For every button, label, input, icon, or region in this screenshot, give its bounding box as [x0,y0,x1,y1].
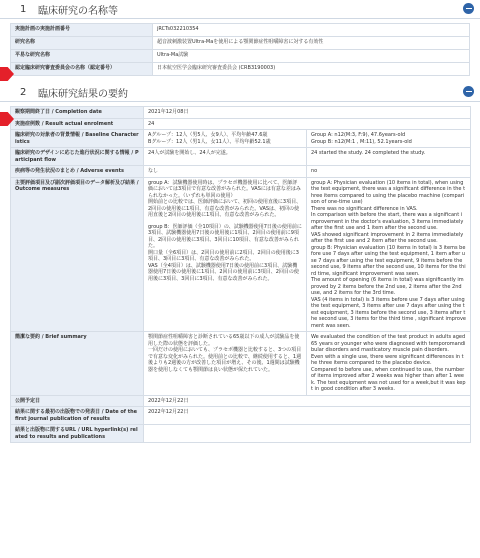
study-name-table [10,23,470,76]
adverse-events-ja: なし [144,166,307,178]
collapse-icon[interactable] [463,86,474,97]
baseline-label: 臨床研究の対象者の背景情報 / Baseline Characteristics [11,130,144,148]
brief-summary-label: 簡潔な要約 / Brief summary [11,332,144,396]
baseline-ja [144,130,307,148]
baseline-en-line: Group B: n12(M:1 , M:11), 52.1years-old [311,138,412,145]
brief-summary-en [307,332,471,396]
row-label: 研究名称 [11,37,153,50]
results-url-label: 結果と出版物に関するURL / URL hyperlink(s) related to results and publications [11,425,144,443]
outcome-ja-para: group A：試験機器使用時は、プラセボ機器使用に比べて、医師評価においては3項目で有意な改善がみられた。VASには有意な差はみられなかった。（いずれも単回の使用） [148,179,301,199]
outcome-en-para: In comparison with before the start, there was a significant improvement in the doctor's evaluation, 3 items immediately after the first use and 1 item after the second use. [311,212,464,231]
table-row [11,395,471,407]
summary-en-para: Even with a single use, there were significant differences in the three items compared to the placebo device. [311,353,464,366]
baseline-en [307,130,471,148]
publication-date-value: 2022年12月22日 [144,395,471,407]
outcome-en-para: group B: Physician evaluation (10 items in total) is 3 items before use 7 days after using the test equipment, 1 item after use 7 days after using the test equipment, 9 items before the second use, 9 items after the second use, 10 items for the third time, significant improvement was seen. [311,244,466,277]
outcome-en-para: The amount of opening (6 items in total) was significantly improved by 2 items before the 2nd use, 2 items after the 2nd use, and 2 items for the 3rd time. [311,277,464,296]
section-title: 臨床研究結果の要約 [38,88,128,100]
baseline-ja-line: Aグループ：12人（男5人、女9人）、平均年齢47.6歳 [148,132,268,138]
table-row [11,177,471,332]
table-row [11,407,471,425]
participant-flow-ja: 24人が試験を開始し、24人が完遂。 [144,148,307,166]
row-label: 平易な研究名称 [11,50,153,63]
outcome-en-para: VAS (4 items in total) is 3 items before use 7 days after using the test equipment, 3 items after use 7 days after using the test equipment, 3 items before the second use, 3 items after the second use, 3 items for the third time , significant improvement was seen. [311,296,466,329]
enrolment-label: 実施症例数 / Result actual enrolment [11,118,144,130]
section-header [0,83,480,102]
row-value: 日本航空医学会臨床研究審査委員会 (CRB3190003) [153,63,470,76]
section-study-name [0,0,480,76]
outcome-ja-para: group B：医師評価（全10項目）の、試験機器使用7日後の使用前に3項目、試験機器使用7日後の使用後に1項目、2回目の使用前に9項目、2回目の使用後に3項目、3回目に10項目、有意な改善がみられた。 [148,223,302,249]
table-row [11,148,471,166]
table-row [11,107,471,119]
table-row [11,332,471,396]
outcome-en-para: There was no significant difference in VAS. [311,205,418,212]
table-row [11,24,470,37]
results-table [10,106,471,443]
completion-date-value: 2021年12月08日 [144,107,471,119]
brief-summary-ja [144,332,307,396]
adverse-events-en: no [307,166,471,178]
table-row [11,425,471,443]
participant-flow-en: 24 started the study. 24 completed the study. [307,148,471,166]
summary-en-para: We evaluated the condition of the test product in adults aged 65 years or younger who were diagnosed with temporomandibular disorders and masticatory muscle pain disorders. [311,334,466,353]
enrolment-value: 24 [144,118,471,130]
outcome-en-para: group A: Physician evaluation (10 items in total), when using the test equipment, there was a significant difference in the three items compared to using the placebo machine (comparison of one-time use) [311,179,466,205]
table-row [11,118,471,130]
summary-ja-para: 一回だけの使用においても、プラセボ機器と比較すると、3つの項目で有意な変化がみられた。使用前との比較で、継続使用すると、1週後よりも2週後の方が改善した項目が増え、その後、1週間は試験機器を使用しなくても顎関節は良い状態が保たれていた。 [148,347,302,373]
table-row [11,130,471,148]
summary-en-para: Compared to before use, when continued to use, the number of items improved after 2 weeks was higher than after 1 week. The test equipment was not used for a week,but it was kept in good condition after 3 weeks. [311,366,466,392]
row-value: 超音波刺激装置Ultra-Maを使用による顎関節症性咀嚼障害に対する有効性 [153,37,470,50]
section-header [0,0,480,19]
row-label: 認定臨床研究審査委員会の名称（認定番号） [11,63,153,76]
section-number: 2 [20,86,27,98]
collapse-icon[interactable] [463,3,474,14]
outcome-ja [144,177,307,332]
first-publication-label: 結果に関する最初の出版物での発表日 / Date of the first journal publication of results [11,407,144,425]
publication-date-label: 公開予定日 [11,395,144,407]
row-value: jRCTs032210354 [153,24,470,37]
participant-flow-label: 臨床研究のデザインに応じた進行状況に関する情報 / Participant flow [11,148,144,166]
table-row [11,166,471,178]
row-label: 実施計画の実施計画番号 [11,24,153,37]
first-publication-value: 2022年12月22日 [144,407,471,425]
outcome-ja-para: 開口量（全6項目）は、2回目の使用前に2項目、2回目の使用後に3項目、3回目に3項目、有意な改善がみられた。 [148,249,299,262]
adverse-events-label: 疾病等の発生状況のまとめ / Adverse events [11,166,144,178]
section-title: 臨床研究の名称等 [38,5,118,17]
outcome-ja-para: VAS（全4項目）は、試験機器使用7日後の使用前に3項目、試験機器使用7日後の使用後に1項目、2回目の使用前に3項目、2回目の使用後に3項目、3回目に3項目、有意な改善がみられた。 [148,262,299,282]
baseline-en-line: Group A: n12(M:3, F:9), 47.6years-old [311,132,406,138]
outcome-en-para: VAS showed significant improvement in 2 items immediately after the first use and 2 item after the second use. [311,231,464,244]
section-number: 1 [20,3,27,15]
section-results-summary [0,83,480,443]
summary-ja-para: 顎関節症性咀嚼障害と診断されている65歳以下の成人が試験品を使用した際の状態を評価した。 [148,334,300,347]
row-value: Ultra-Ma試験 [153,50,470,63]
completion-date-label: 観察期間終了日 / Completion date [11,107,144,119]
outcome-ja-para: 開始前との比較では、医師評価において、初回の使用直後に3項目、2回目の使用後に1項目、有意な改善がみられた。VASは、初回の使用直後と2回目の使用後に1項目、有意な改善がみられた。 [148,199,302,218]
outcome-en [307,177,471,332]
table-row [11,37,470,50]
table-row [11,50,470,63]
table-row [11,63,470,76]
outcome-label: 主要評価項目及び副次評価項目のデータ解析及び結果 / Outcome measures [11,177,144,332]
baseline-ja-line: Bグループ：12人（男1人、女11人）、平均年齢52.1歳 [148,138,271,145]
results-url-value [144,425,471,443]
